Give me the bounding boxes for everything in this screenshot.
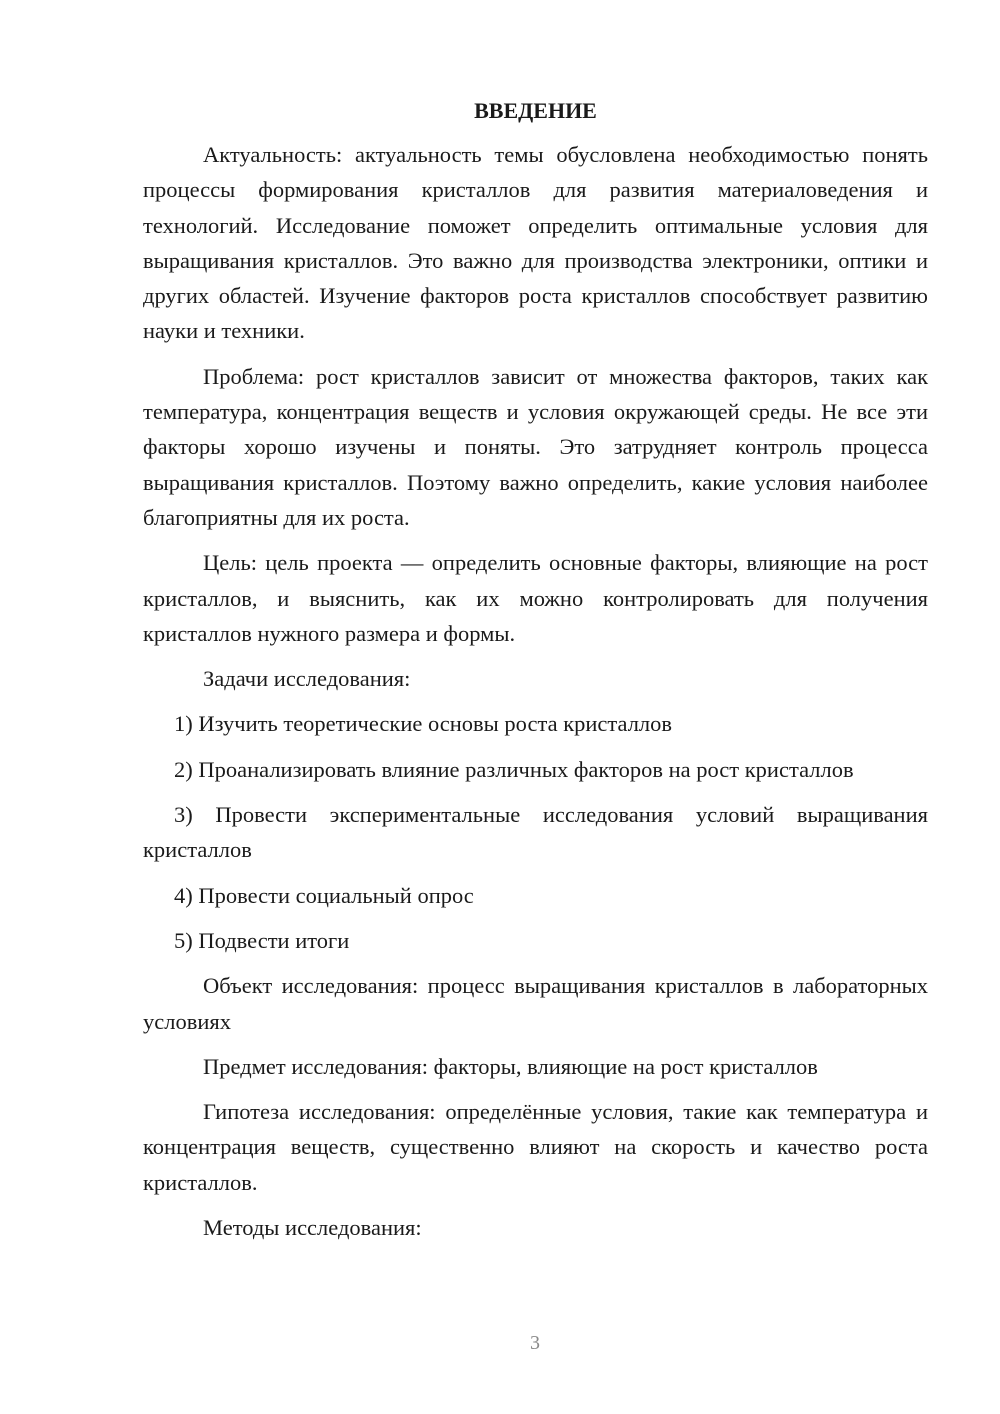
task-item: 2) Проанализировать влияние различных факторов на рост кристаллов [174,756,854,782]
paragraph-goal: Цель: цель проекта — определить основные факторы, влияющие на рост кристаллов, и выяснить, как их можно контролировать для получения кристаллов нужного размера и формы. [143,550,928,646]
task-item: 1) Изучить теоретические основы роста кристаллов [174,711,673,737]
paragraph-problem: Проблема: рост кристаллов зависит от множества факторов, таких как температура, концентрация веществ и условия окружающей среды. Не все эти факторы хорошо изучены и поняты. Это затрудняет контроль процесса выращивания кристаллов. Поэтому важно определить, какие условия наиболее благоприятны для их роста. [143,363,928,530]
page-number: 3 [530,1332,540,1354]
paragraph-object: Объект исследования: процесс выращивания кристаллов в лабораторных условиях [143,973,928,1034]
task-item: 3) Провести экспериментальные исследования условий выращивания кристаллов [143,802,928,863]
paragraph-relevance: Актуальность: актуальность темы обусловлена необходимостью понять процессы формирования кристаллов для развития материаловедения и технологий. Исследование поможет определить оптимальные условия для выращивания кристаллов. Это важно для производства электроники, оптики и других областей. Изучение факторов роста кристаллов способствует развитию науки и техники. [143,142,928,344]
document-page [143,93,928,1255]
paragraph-hypothesis: Гипотеза исследования: определённые условия, такие как температура и концентрация веществ, существенно влияют на скорость и качество роста кристаллов. [143,1099,928,1195]
page-title: ВВЕДЕНИЕ [474,98,597,123]
paragraph-methods: Методы исследования: [203,1215,422,1241]
paragraph-subject: Предмет исследования: факторы, влияющие на рост кристаллов [203,1053,818,1079]
task-item: 5) Подвести итоги [174,927,350,953]
task-item: 4) Провести социальный опрос [174,882,474,908]
paragraph-tasks-heading: Задачи исследования: [203,666,411,692]
